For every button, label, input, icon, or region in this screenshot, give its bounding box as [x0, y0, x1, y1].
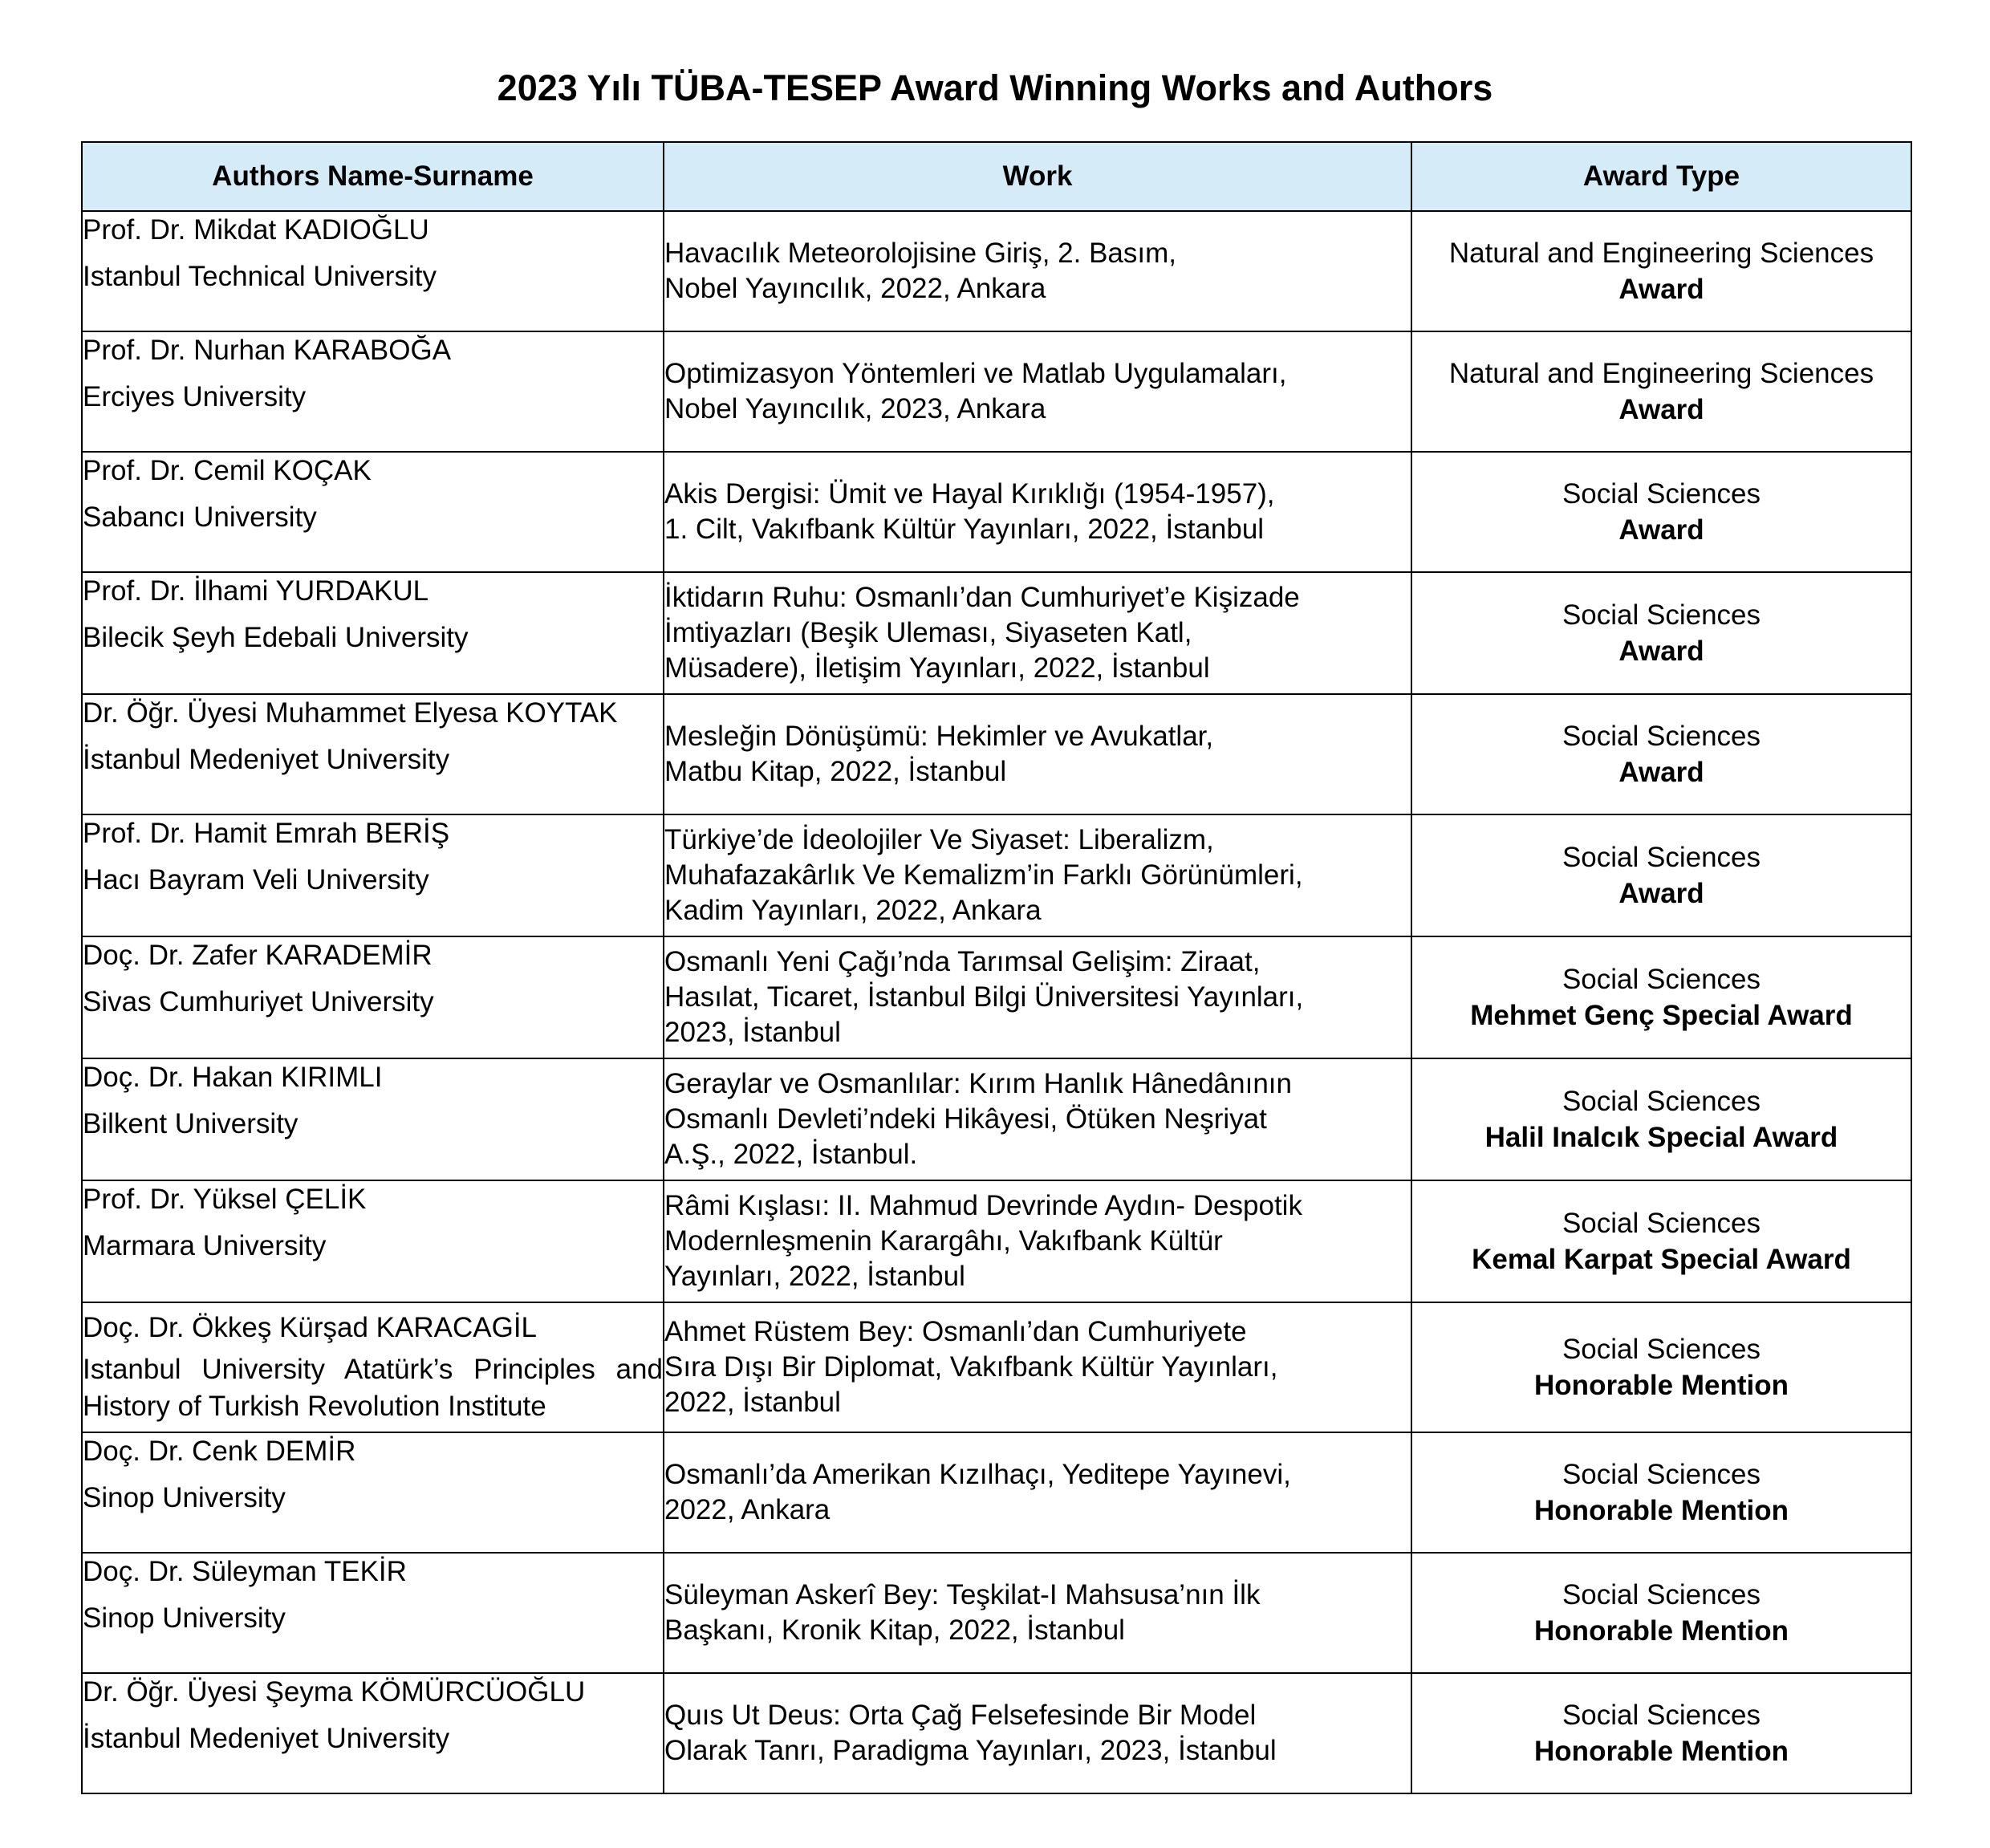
award-type: Honorable Mention	[1534, 1736, 1789, 1767]
award-type: Halil Inalcık Special Award	[1484, 1122, 1838, 1153]
author-cell	[82, 1553, 664, 1673]
author-institution: Sivas Cumhuriyet University	[83, 986, 434, 1017]
award-cell	[1411, 452, 1911, 572]
table-row	[82, 452, 1911, 572]
table-row	[82, 211, 1911, 331]
author-cell	[82, 814, 664, 936]
author-institution: Sinop University	[83, 1602, 286, 1634]
work-line: İmtiyazları (Beşik Uleması, Siyaseten Katl,	[664, 617, 1192, 648]
author-name: Doç. Dr. Süleyman TEKİR	[83, 1556, 407, 1587]
author-institution: Marmara University	[83, 1230, 327, 1261]
work-cell	[664, 331, 1411, 452]
author-cell	[82, 694, 664, 814]
award-cell	[1411, 1180, 1911, 1302]
work-cell	[664, 1432, 1411, 1553]
award-category: Natural and Engineering Sciences	[1448, 238, 1874, 269]
award-cell	[1411, 1302, 1911, 1432]
award-type: Award	[1618, 394, 1704, 425]
work-line: Müsadere), İletişim Yayınları, 2022, İstanbul	[664, 652, 1210, 684]
author-cell	[82, 1180, 664, 1302]
work-line: Geraylar ve Osmanlılar: Kırım Hanlık Hânedânının	[664, 1068, 1292, 1099]
table-row	[82, 572, 1911, 694]
author-name: Prof. Dr. Yüksel ÇELİK	[83, 1184, 367, 1215]
award-type: Honorable Mention	[1534, 1495, 1789, 1526]
work-line: Muhafazakârlık Ve Kemalizm’in Farklı Görünümleri,	[664, 859, 1303, 891]
award-cell	[1411, 211, 1911, 331]
award-category: Social Sciences	[1562, 1334, 1761, 1365]
award-type: Award	[1618, 274, 1704, 305]
award-cell	[1411, 1432, 1911, 1553]
author-name: Dr. Öğr. Üyesi Şeyma KÖMÜRCÜOĞLU	[83, 1676, 586, 1708]
award-type: Honorable Mention	[1534, 1615, 1789, 1647]
work-cell	[664, 814, 1411, 936]
author-name: Doç. Dr. Ökkeş Kürşad KARACAGİL	[83, 1312, 538, 1343]
author-cell	[82, 1673, 664, 1793]
table-row	[82, 1180, 1911, 1302]
work-cell	[664, 936, 1411, 1058]
author-cell	[82, 1302, 664, 1432]
author-institution: İstanbul Medeniyet University	[83, 1723, 450, 1754]
work-line: Mesleğin Dönüşümü: Hekimler ve Avukatlar,	[664, 721, 1214, 752]
work-line: Olarak Tanrı, Paradigma Yayınları, 2023, İstanbul	[664, 1735, 1277, 1766]
author-name: Prof. Dr. Hamit Emrah BERİŞ	[83, 818, 450, 849]
award-category: Social Sciences	[1562, 964, 1761, 995]
author-institution: Sinop University	[83, 1482, 286, 1513]
award-cell	[1411, 1673, 1911, 1793]
work-line: Osmanlı Devleti’ndeki Hikâyesi, Ötüken Neşriyat	[664, 1103, 1267, 1135]
award-cell	[1411, 572, 1911, 694]
author-institution: Erciyes University	[83, 381, 307, 412]
work-line: Sıra Dışı Bir Diplomat, Vakıfbank Kültür Yayınları,	[664, 1351, 1278, 1383]
table-row	[82, 814, 1911, 936]
award-cell	[1411, 331, 1911, 452]
work-line: Modernleşmenin Karargâhı, Vakıfbank Kültür	[664, 1225, 1223, 1257]
work-line: Optimizasyon Yöntemleri ve Matlab Uygulamaları,	[664, 358, 1287, 389]
author-institution: İstanbul Medeniyet University	[83, 744, 450, 775]
table-row	[82, 694, 1911, 814]
work-line: Yayınları, 2022, İstanbul	[664, 1261, 965, 1292]
work-line: Ahmet Rüstem Bey: Osmanlı’dan Cumhuriyete	[664, 1316, 1247, 1347]
award-type: Award	[1618, 757, 1704, 788]
header-award-type: Award Type	[1411, 142, 1911, 211]
author-name: Prof. Dr. İlhami YURDAKUL	[83, 575, 429, 607]
award-type: Award	[1618, 514, 1704, 546]
table-row	[82, 936, 1911, 1058]
work-cell	[664, 1302, 1411, 1432]
award-type: Award	[1618, 878, 1704, 909]
award-cell	[1411, 814, 1911, 936]
work-line: Akis Dergisi: Ümit ve Hayal Kırıklığı (1954-1957),	[664, 478, 1275, 510]
work-line: 2022, İstanbul	[664, 1387, 841, 1418]
work-line: 2022, Ankara	[664, 1494, 831, 1525]
author-institution: Bilkent University	[83, 1108, 298, 1139]
award-type: Mehmet Genç Special Award	[1470, 1000, 1853, 1031]
award-category: Social Sciences	[1562, 842, 1761, 873]
work-line: Quıs Ut Deus: Orta Çağ Felsefesinde Bir Model	[664, 1700, 1257, 1731]
author-institution: Bilecik Şeyh Edebali University	[83, 622, 469, 653]
award-category: Social Sciences	[1562, 1208, 1761, 1239]
author-cell	[82, 1432, 664, 1553]
award-cell	[1411, 1553, 1911, 1673]
work-line: A.Ş., 2022, İstanbul.	[664, 1139, 918, 1170]
award-category: Social Sciences	[1562, 478, 1761, 510]
author-name: Prof. Dr. Mikdat KADIOĞLU	[83, 214, 429, 246]
author-institution: Istanbul University Atatürk’s Principles and History of Turkish Revolution Institute	[83, 1354, 663, 1422]
author-cell	[82, 452, 664, 572]
work-cell	[664, 1180, 1411, 1302]
author-cell	[82, 936, 664, 1058]
author-cell	[82, 1058, 664, 1180]
work-cell	[664, 1673, 1411, 1793]
work-line: Havacılık Meteorolojisine Giriş, 2. Basım,	[664, 238, 1176, 269]
work-cell	[664, 452, 1411, 572]
award-category: Social Sciences	[1562, 1700, 1761, 1731]
author-name: Dr. Öğr. Üyesi Muhammet Elyesa KOYTAK	[83, 697, 618, 729]
work-line: Osmanlı’da Amerikan Kızılhaçı, Yeditepe Yayınevi,	[664, 1459, 1291, 1490]
author-name: Doç. Dr. Cenk DEMİR	[83, 1436, 356, 1467]
work-line: Râmi Kışlası: II. Mahmud Devrinde Aydın- Despotik	[664, 1190, 1302, 1221]
table-row	[82, 1553, 1911, 1673]
work-cell	[664, 694, 1411, 814]
work-line: Nobel Yayıncılık, 2022, Ankara	[664, 273, 1046, 304]
work-line: 2023, İstanbul	[664, 1017, 841, 1048]
award-category: Social Sciences	[1562, 721, 1761, 752]
author-institution: Hacı Bayram Veli University	[83, 864, 429, 896]
table-row	[82, 331, 1911, 452]
table-row	[82, 1432, 1911, 1553]
header-authors: Authors Name-Surname	[82, 142, 664, 211]
award-category: Natural and Engineering Sciences	[1448, 358, 1874, 389]
work-cell	[664, 1058, 1411, 1180]
table-row	[82, 1058, 1911, 1180]
award-type: Honorable Mention	[1534, 1370, 1789, 1401]
work-line: İktidarın Ruhu: Osmanlı’dan Cumhuriyet’e Kişizade	[664, 582, 1300, 613]
award-cell	[1411, 1058, 1911, 1180]
work-line: 1. Cilt, Vakıfbank Kültür Yayınları, 2022, İstanbul	[664, 514, 1265, 545]
header-work: Work	[664, 142, 1411, 211]
author-institution: Sabancı University	[83, 502, 317, 533]
work-line: Nobel Yayıncılık, 2023, Ankara	[664, 393, 1046, 424]
work-line: Türkiye’de İdeolojiler Ve Siyaset: Liberalizm,	[664, 824, 1214, 855]
award-category: Social Sciences	[1562, 1579, 1761, 1610]
work-line: Hasılat, Ticaret, İstanbul Bilgi Üniversitesi Yayınları,	[664, 981, 1304, 1013]
author-name: Prof. Dr. Nurhan KARABOĞA	[83, 335, 452, 366]
author-cell	[82, 572, 664, 694]
award-category: Social Sciences	[1562, 1086, 1761, 1117]
award-type: Award	[1618, 636, 1704, 667]
author-cell	[82, 331, 664, 452]
work-line: Başkanı, Kronik Kitap, 2022, İstanbul	[664, 1614, 1125, 1646]
author-name: Doç. Dr. Zafer KARADEMİR	[83, 940, 433, 971]
award-type: Kemal Karpat Special Award	[1472, 1244, 1851, 1275]
author-cell	[82, 211, 664, 331]
table-header-row	[82, 142, 1911, 211]
awards-table	[81, 141, 1912, 1794]
author-institution: Istanbul Technical University	[83, 261, 437, 292]
table-body	[82, 211, 1911, 1793]
award-cell	[1411, 936, 1911, 1058]
work-cell	[664, 1553, 1411, 1673]
work-line: Kadim Yayınları, 2022, Ankara	[664, 895, 1042, 926]
work-line: Osmanlı Yeni Çağı’nda Tarımsal Gelişim: Ziraat,	[664, 946, 1261, 977]
award-category: Social Sciences	[1562, 599, 1761, 631]
award-category: Social Sciences	[1562, 1459, 1761, 1490]
work-cell	[664, 572, 1411, 694]
author-name: Prof. Dr. Cemil KOÇAK	[83, 455, 372, 486]
table-row	[82, 1302, 1911, 1432]
work-line: Süleyman Askerî Bey: Teşkilat-I Mahsusa’nın İlk	[664, 1579, 1261, 1610]
work-line: Matbu Kitap, 2022, İstanbul	[664, 756, 1007, 787]
work-cell	[664, 211, 1411, 331]
author-name: Doç. Dr. Hakan KIRIMLI	[83, 1062, 383, 1093]
table-row	[82, 1673, 1911, 1793]
page-title: 2023 Yılı TÜBA-TESEP Award Winning Works and Authors	[497, 67, 1493, 108]
award-cell	[1411, 694, 1911, 814]
